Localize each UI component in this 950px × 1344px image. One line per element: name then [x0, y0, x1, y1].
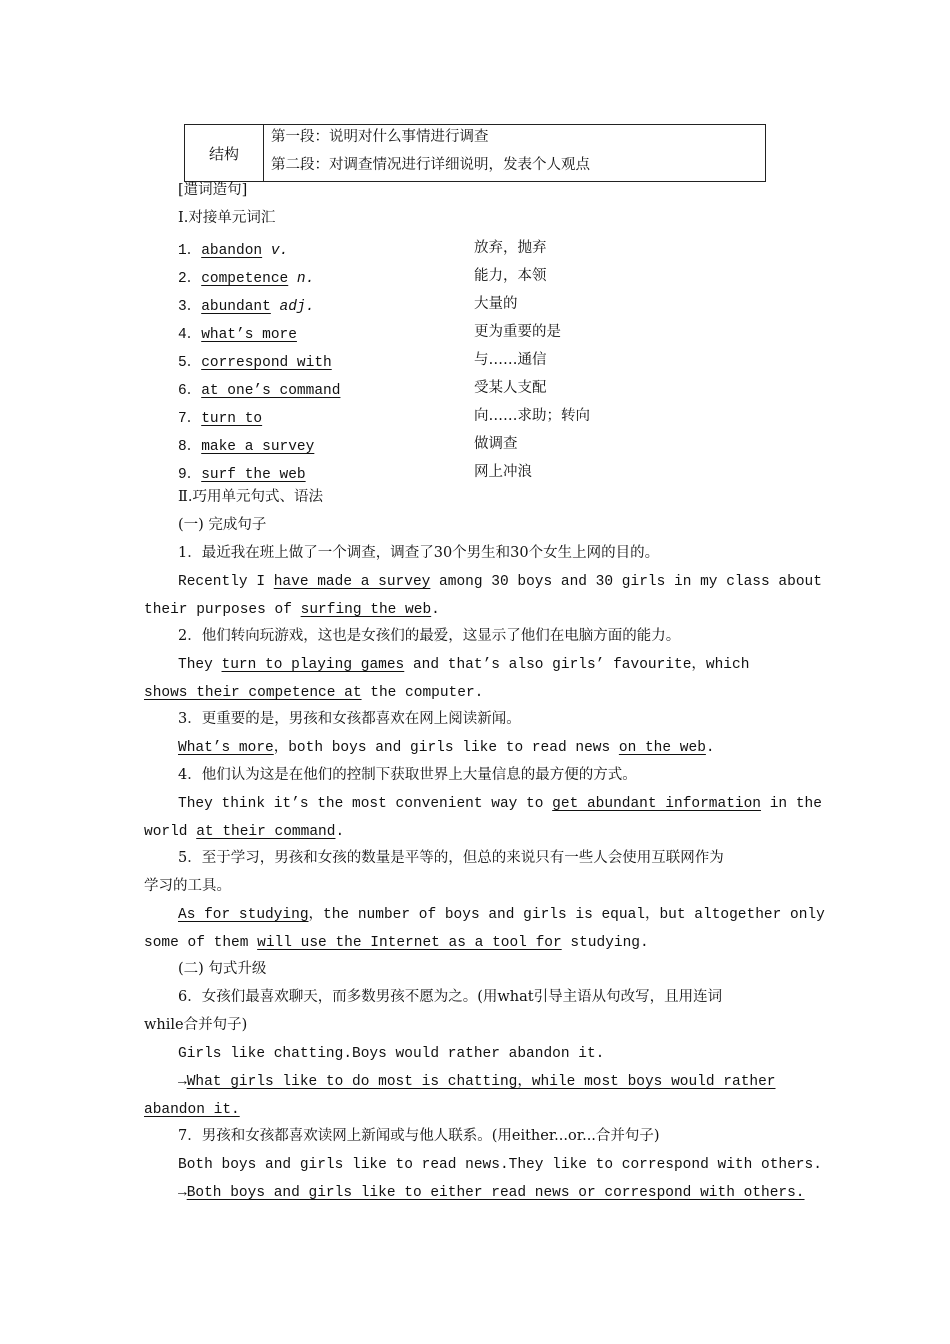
- vocab-item-8: 8．make a survey: [178, 439, 315, 455]
- s1-english-line1: Recently I have made a survey among 30 boys and 30 girls in my class about: [178, 574, 822, 590]
- arrow-icon: →: [178, 1185, 187, 1201]
- s5-chinese-line1: 5．至于学习，男孩和女孩的数量是平等的，但总的来说只有一些人会使用互联网作为: [178, 850, 724, 866]
- vocab-meaning-5: 与……通信: [474, 352, 547, 368]
- s7-original: Both boys and girls like to read news.They like to correspond with others.: [178, 1157, 822, 1173]
- section-title: [遣词造句]: [178, 182, 248, 198]
- vocab-meaning-9: 网上冲浪: [474, 464, 532, 480]
- s4-english-line1: They think it’s the most convenient way to get abundant information in the: [178, 796, 822, 812]
- part1-title: Ⅰ.对接单元词汇: [178, 210, 276, 226]
- s3-english: What’s more，both boys and girls like to read news on the web.: [178, 740, 715, 756]
- vocab-meaning-4: 更为重要的是: [474, 324, 561, 340]
- s7-answer: →Both boys and girls like to either read news or correspond with others.: [178, 1185, 805, 1201]
- s7-chinese: 7．男孩和女孩都喜欢读网上新闻或与他人联系。(用either...or...合并句子): [178, 1128, 660, 1144]
- vocab-item-3: 3．abundant adj.: [178, 299, 315, 315]
- vocab-item-1: 1．abandon v.: [178, 243, 289, 259]
- part2-title: Ⅱ.巧用单元句式、语法: [178, 489, 323, 505]
- s6-answer-line1: →What girls like to do most is chatting，while most boys would rather: [178, 1074, 776, 1090]
- vocab-meaning-7: 向……求助；转向: [474, 408, 590, 424]
- s1-english-line2: their purposes of surfing the web.: [144, 602, 440, 618]
- vocab-item-4: 4．what’s more: [178, 327, 297, 343]
- vocab-meaning-2: 能力，本领: [474, 268, 547, 284]
- s5-english-line1: As for studying，the number of boys and girls is equal，but altogether only: [178, 907, 825, 923]
- table-row-1: 第一段：说明对什么事情进行调查: [271, 129, 489, 145]
- s3-chinese: 3．更重要的是，男孩和女孩都喜欢在网上阅读新闻。: [178, 711, 521, 727]
- structure-table: [184, 124, 766, 182]
- s2-english-line2: shows their competence at the computer.: [144, 685, 484, 701]
- s6-chinese-line2: while合并句子): [144, 1017, 248, 1033]
- vocab-item-6: 6．at one’s command: [178, 383, 341, 399]
- s6-original: Girls like chatting.Boys would rather abandon it.: [178, 1046, 605, 1062]
- s6-chinese-line1: 6．女孩们最喜欢聊天，而多数男孩不愿为之。(用what引导主语从句改写，且用连词: [178, 989, 723, 1005]
- vocab-item-5: 5．correspond with: [178, 355, 332, 371]
- s5-chinese-line2: 学习的工具。: [144, 878, 231, 894]
- s1-chinese: 1．最近我在班上做了一个调查，调查了30个男生和30个女生上网的目的。: [178, 545, 660, 561]
- sub1-title: (一) 完成句子: [178, 517, 267, 533]
- vocab-item-9: 9．surf the web: [178, 467, 306, 483]
- table-row-2: 第二段：对调查情况进行详细说明，发表个人观点: [271, 157, 590, 173]
- vocab-meaning-6: 受某人支配: [474, 380, 547, 396]
- vocab-item-7: 7．turn to: [178, 411, 263, 427]
- s6-answer-line2: abandon it.: [144, 1102, 240, 1118]
- table-label: 结构: [185, 125, 264, 181]
- vocab-item-2: 2．competence n.: [178, 271, 315, 287]
- s2-chinese: 2．他们转向玩游戏，这也是女孩们的最爱，这显示了他们在电脑方面的能力。: [178, 628, 681, 644]
- vocab-meaning-3: 大量的: [474, 296, 518, 312]
- vocab-meaning-1: 放弃，抛弃: [474, 240, 547, 256]
- sub2-title: (二) 句式升级: [178, 961, 267, 977]
- vocab-meaning-8: 做调查: [474, 436, 518, 452]
- s5-english-line2: some of them will use the Internet as a tool for studying.: [144, 935, 649, 951]
- s4-chinese: 4．他们认为这是在他们的控制下获取世界上大量信息的最方便的方式。: [178, 767, 637, 783]
- s4-english-line2: world at their command.: [144, 824, 345, 840]
- s2-english-line1: They turn to playing games and that’s also girls’ favourite，which: [178, 657, 750, 673]
- arrow-icon: →: [178, 1074, 187, 1090]
